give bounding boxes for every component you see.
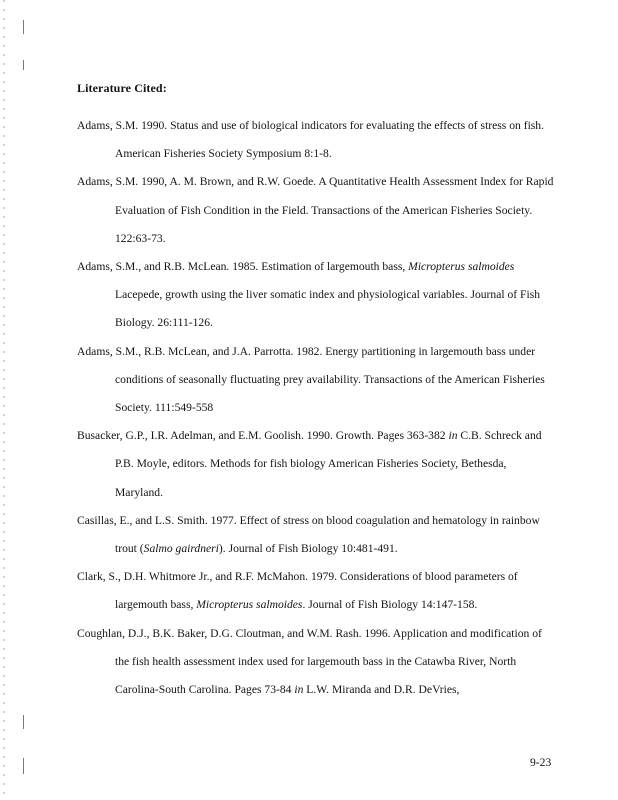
reference-entry [77,507,557,563]
reference-text: Coughlan, D.J., B.K. Baker, D.G. Cloutman, and W.M. Rash. 1996. Application and modification of the fish health assessment index used for largemouth bass in the Catawba River, North Carolina-South Carolina. Pages 73-84 [77,626,542,697]
reference-entry [77,253,557,338]
page-number: 9-23 [530,756,552,769]
reference-entry [77,338,557,423]
reference-text: . Journal of Fish Biology 14:147-158. [302,598,478,612]
reference-entry [77,620,557,705]
scan-tick-mark [23,20,24,34]
reference-text: C.B. Schreck and P.B. Moyle, editors. Methods for fish biology American Fisheries Society, Bethesda, Maryland. [115,429,542,499]
reference-text: Adams, S.M., R.B. McLean, and J.A. Parrotta. 1982. Energy partitioning in largemouth bass under conditions of seasonally fluctuating prey availability. Transactions of the American Fisheries Society. 111:549-558 [77,344,545,415]
scan-tick-mark [23,758,24,774]
reference-italic-term: Salmo gairdneri [143,542,219,556]
reference-text: ). Journal of Fish Biology 10:481-491. [218,542,398,556]
reference-italic-term: in [448,429,458,443]
reference-entry [77,422,557,507]
scan-tick-mark [23,715,24,729]
reference-entry [77,168,557,253]
reference-text: L.W. Miranda and D.R. DeVries, [303,683,460,697]
reference-text: Lacepede, growth using the liver somatic index and physiological variables. Journal of Fish Biology. 26:111-126. [115,288,541,330]
reference-italic-term: Micropterus salmoides [408,260,515,274]
scan-tick-mark [23,60,24,70]
reference-text: Busacker, G.P., I.R. Adelman, and E.M. Goolish. 1990. Growth. Pages 363-382 [77,429,449,443]
reference-entry [77,112,557,168]
reference-text: Adams, S.M., and R.B. McLean. 1985. Estimation of largemouth bass, [77,260,409,274]
section-heading: Literature Cited: [77,81,167,95]
scan-edge-artifact [3,0,5,800]
reference-list [77,112,557,704]
reference-text: Adams, S.M. 1990. Status and use of biological indicators for evaluating the effects of stress on fish. American Fisheries Society Symposium 8:1-8. [77,119,544,161]
reference-italic-term: Micropterus salmoides [196,598,303,612]
reference-text: Casillas, E., and L.S. Smith. 1977. Effect of stress on blood coagulation and hematology in rainbow trout ( [77,513,540,556]
reference-italic-term: in [294,683,304,697]
reference-entry [77,563,557,619]
reference-text: Adams, S.M. 1990, A. M. Brown, and R.W. Goede. A Quantitative Health Assessment Index for Rapid Evaluation of Fish Condition in the Field. Transactions of the American Fisheries Society. 122:63-73. [77,175,554,245]
reference-text: Clark, S., D.H. Whitmore Jr., and R.F. McMahon. 1979. Considerations of blood parameters of largemouth bass, [77,570,518,612]
